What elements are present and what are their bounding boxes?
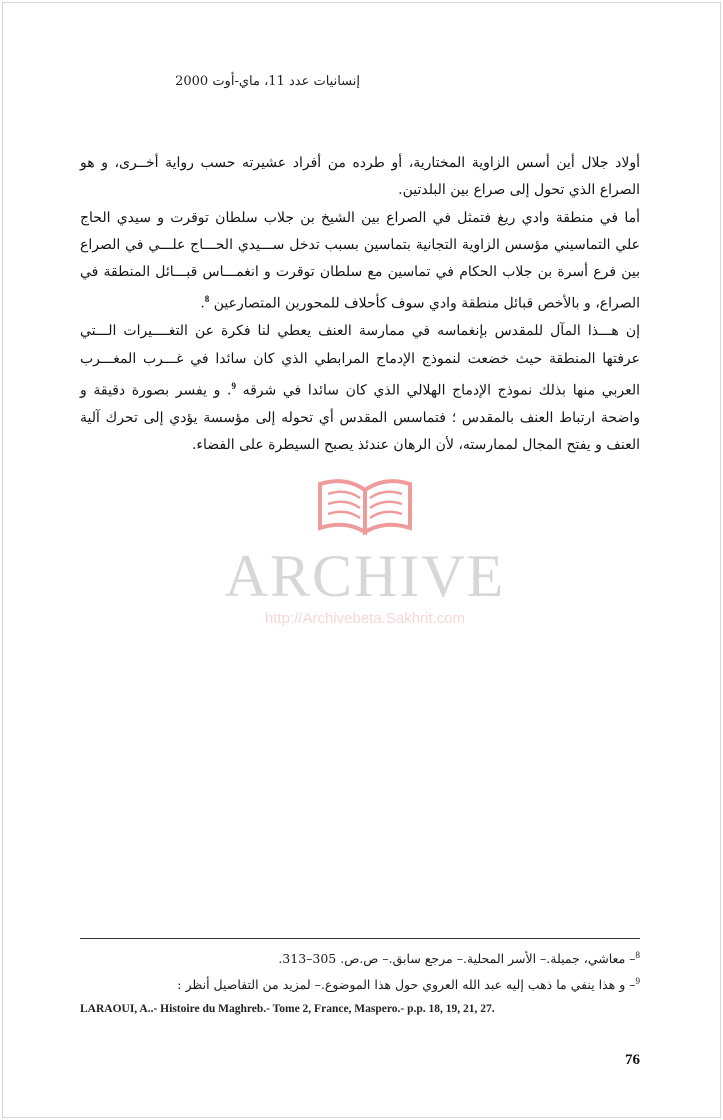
- footnote-8: [80, 944, 640, 970]
- footnote-9-number: 9: [635, 976, 640, 987]
- page-number: 76: [625, 1052, 640, 1068]
- article-body: [80, 150, 640, 460]
- footnotes: [80, 944, 640, 996]
- footnote-8-number: 8: [635, 950, 640, 960]
- footnote-8-text: – معاشي، جميلة.– الأسر المحلية.– مرجع سابق.– ص.ص. 305–313.: [278, 951, 636, 967]
- archive-watermark: [200, 470, 530, 640]
- paragraph-2: أما في منطقة وادي ريغ فتمثل في الصراع بين الشيخ بن جلاب سلطان توقرت و سيدي الحاج علي التماسيني مؤسس الزاوية التجانية بتماسين بسبب تدخل ســـيدي الحـــاج علـــي في الصراع بين فرع أسرة بن جلاب الحكام في تماسين مع سلطان توقرت و انغمـــاس قبـــائل المنطقة في الصراع، و بالأخص قبائل منطقة وادي سوف كأحلاف للمحورين المتصارعين $^8$.: [80, 209, 640, 313]
- footnote-9: [80, 970, 640, 996]
- watermark-url[interactable]: http://Archivebeta.Sakhrit.com: [264, 610, 466, 627]
- paragraph-3-text-a: إن هـــذا المآل للمقدس بإنغماسه في ممارسة العنف يعطي لنا فكرة عن التغــــيرات الـــتي عرفتها المنطقة حيث خضعت لنموذج الإدماج المرابطي الذي كان سائدا في غـــرب المغـــرب العربي منها بذلك نموذج الإدماج الهلالي الذي كان سائدا في شرقه: [80, 323, 640, 399]
- open-book-icon: [310, 472, 420, 542]
- running-header: إنسانيات عدد 11، ماي-أوت 2000: [175, 74, 360, 89]
- footnote-9-text: – و هذا ينفي ما ذهب إليه عبد الله العروي حول هذا الموضوع.– لمزيد من التفاصيل أنظر :: [177, 977, 636, 993]
- paragraph-2-text: أما في منطقة وادي ريغ فتمثل في الصراع بين الشيخ بن جلاب سلطان توقرت و سيدي الحاج علي التماسيني مؤسس الزاوية التجانية بتماسين بسبب تدخل ســـيدي الحـــاج علـــي في الصراع بين فرع أسرة بن جلاب الحكام في تماسين مع سلطان توقرت و انغمـــاس قبـــائل المنطقة في الصراع، و بالأخص قبائل منطقة وادي سوف كأحلاف للمحورين المتصارعين: [80, 209, 640, 313]
- watermark-word: ARCHIVE: [224, 543, 506, 609]
- footnote-ref-8[interactable]: 8: [204, 294, 210, 305]
- footnote-ref-9[interactable]: 9: [231, 381, 236, 392]
- paragraph-3: [80, 318, 640, 459]
- footnote-9-citation: LARAOUI, A..- Histoire du Maghreb.- Tome 2, France, Maspero.- p.p. 18, 19, 21, 27.: [80, 1003, 495, 1015]
- paragraph-3-text-b: . و يفسر بصورة دقيقة و واضحة ارتباط العنف بالمقدس ؛ فتماسس المقدس أي تحوله إلى مؤسسة يؤدي إلى تحرك آلية العنف و يفتح المجال لممارسته، لأن الرهان عندئذ يصبح السيطرة على الفضاء.: [80, 382, 640, 454]
- footnote-divider: [80, 938, 640, 939]
- paragraph-1: أولاد جلال أين أسس الزاوية المختارية، أو طرده من أفراد عشيرته حسب رواية أخــرى، و هو الصراع الذي تحول إلى صراع بين البلدتين.: [80, 155, 640, 199]
